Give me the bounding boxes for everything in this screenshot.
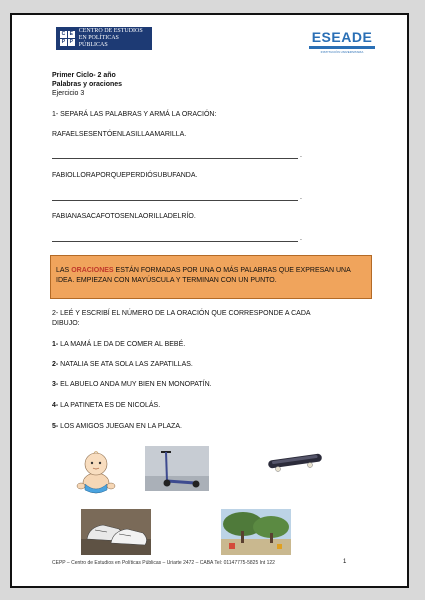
sentence-item [52, 402, 160, 409]
answer-line-1[interactable] [52, 158, 298, 159]
sentence-text: LA MAMÁ LE DA DE COMER AL BEBÉ. [58, 341, 186, 348]
note-body: ESTÁN FORMADAS POR UNA O MÁS PALABRAS QUE EXPRESAN UNA IDEA. EMPIEZAN CON MAYÚSCULA Y TERMINAN CON UN PUNTO. [56, 267, 351, 284]
note-highlight: ORACIONES [71, 267, 114, 274]
scrambled-sentence-2: FABIOLLORAPORQUEPERDIÓSUBUFANDA. [52, 172, 198, 179]
answer-line-3[interactable] [52, 241, 298, 242]
scrambled-sentence-1: RAFAELSESENTÓENLASILLAAMARILLA. [52, 131, 187, 138]
cepp-logo [56, 27, 152, 50]
sentence-number: 4- [52, 402, 59, 409]
cepp-letter: P [61, 39, 66, 45]
esade-subtitle: INSTITUCIÓN UNIVERSITARIA [320, 50, 364, 54]
cepp-letter: E [69, 31, 73, 37]
cepp-letter: C [61, 31, 66, 37]
sentence-item [52, 361, 193, 368]
esade-underline [309, 46, 375, 49]
sentence-text: NATALIA SE ATA SOLA LAS ZAPATILLAS. [58, 361, 193, 368]
sentence-text: LA PATINETA ES DE NICOLÁS. [58, 402, 161, 409]
footer-text: CEPP – Centro de Estudios en Políticas Públicas – Uriarte 2472 – CABA Tel: 01147775-5825 Int 122 [52, 560, 275, 566]
answer-line-end: . [300, 152, 302, 159]
esade-logo [309, 29, 375, 54]
scrambled-sentence-3: FABIANASACAFOTOSENLAORILLADELRÍO. [52, 213, 196, 220]
sentence-number: 1- [52, 341, 59, 348]
page-number: 1 [343, 559, 347, 565]
sentence-item [52, 381, 212, 388]
scooter-photo [145, 446, 209, 491]
answer-line-end: . [300, 194, 302, 201]
cepp-logo-mark [60, 31, 75, 46]
sentence-text: EL ABUELO ANDA MUY BIEN EN MONOPATÍN. [58, 381, 212, 388]
esade-name: ESEADE [311, 29, 373, 45]
answer-line-2[interactable] [52, 200, 298, 201]
exercise2-instruction-line2: DIBUJO: [52, 320, 80, 327]
sentence-item [52, 423, 182, 430]
answer-line-end: . [300, 235, 302, 242]
topic-label: Palabras y oraciones [52, 81, 123, 88]
sentence-number: 5- [52, 423, 59, 430]
sentence-item [52, 341, 185, 348]
sentence-text: LOS AMIGOS JUEGAN EN LA PLAZA. [58, 423, 182, 430]
worksheet-page [10, 13, 409, 588]
sentence-number: 3- [52, 381, 59, 388]
skateboard-photo [262, 438, 328, 484]
cepp-letter: P [69, 39, 73, 45]
exercise-label: Ejercicio 3 [52, 90, 85, 97]
definition-note [50, 255, 372, 299]
cepp-line1: CENTRO DE ESTUDIOS [78, 28, 143, 34]
exercise2-instruction-line1: 2- LEÉ Y ESCRIBÍ EL NÚMERO DE LA ORACIÓN QUE CORRESPONDE A CADA [52, 310, 311, 317]
sneakers-photo [81, 509, 151, 555]
baby-illustration [76, 448, 116, 496]
exercise1-instruction: 1- SEPARÁ LAS PALABRAS Y ARMÁ LA ORACIÓN: [52, 111, 217, 118]
cycle-label: Primer Ciclo- 2 año [52, 72, 116, 79]
note-prefix: LAS [56, 267, 72, 274]
cepp-line2: EN POLÍTICAS PÚBLICAS [78, 35, 119, 48]
cepp-logo-text [79, 28, 148, 49]
sentence-number: 2- [52, 361, 59, 368]
park-photo [221, 509, 291, 555]
